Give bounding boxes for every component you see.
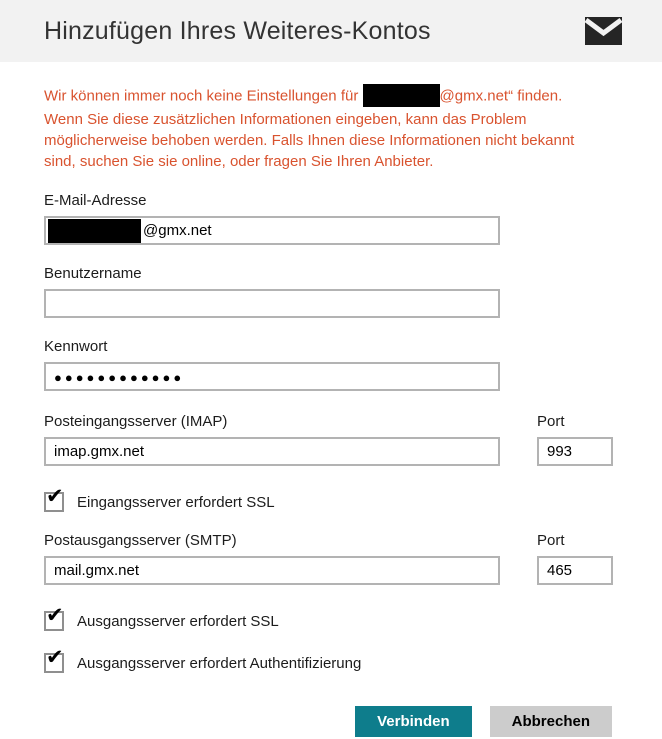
imap-label: Posteingangsserver (IMAP)	[44, 413, 228, 430]
error-text-after: @gmx.net“ finden. Wenn Sie diese zusätzlichen Informationen eingeben, kann das Problem möglicherweise behoben werden. Falls Ihnen diese Informationen nicht bekannt sind, suchen Sie sie online, oder fragen Sie Ihren Anbieter.	[44, 87, 575, 170]
imap-port-input[interactable]	[537, 437, 613, 466]
error-message	[44, 84, 604, 172]
email-value-suffix: @gmx.net	[143, 222, 212, 239]
dialog-header	[0, 0, 662, 62]
imap-server-input[interactable]	[44, 437, 500, 466]
email-field-group	[44, 192, 612, 245]
imap-port-label: Port	[537, 413, 565, 430]
imap-server-row	[44, 413, 612, 466]
envelope-icon	[585, 17, 622, 45]
imap-port-group	[537, 413, 613, 466]
smtp-auth-label[interactable]: Ausgangsserver erfordert Authentifizierung	[77, 654, 362, 672]
checkmark-icon: ✔	[46, 485, 64, 508]
smtp-ssl-label[interactable]: Ausgangsserver erfordert SSL	[77, 612, 279, 630]
smtp-field-group	[44, 532, 500, 585]
password-label: Kennwort	[44, 338, 108, 355]
smtp-auth-checkbox[interactable]	[44, 646, 64, 673]
imap-ssl-row	[44, 485, 612, 512]
cancel-button[interactable]: Abbrechen	[490, 706, 612, 737]
connect-button[interactable]: Verbinden	[355, 706, 472, 737]
imap-field-group	[44, 413, 500, 466]
checkmark-icon: ✔	[46, 604, 64, 627]
smtp-port-label: Port	[537, 532, 565, 549]
error-text-before: Wir können immer noch keine Einstellungen für	[44, 87, 359, 105]
imap-server-value: imap.gmx.net	[54, 443, 145, 460]
dialog-body	[0, 84, 662, 737]
smtp-port-group	[537, 532, 613, 585]
redacted-email-user	[48, 219, 141, 243]
email-label: E-Mail-Adresse	[44, 192, 147, 209]
imap-port-value: 993	[547, 443, 573, 460]
smtp-ssl-row	[44, 604, 612, 631]
smtp-server-input[interactable]	[44, 556, 500, 585]
smtp-server-value: mail.gmx.net	[54, 562, 140, 579]
username-input[interactable]	[44, 289, 500, 318]
password-field-group	[44, 338, 612, 391]
checkmark-icon: ✔	[46, 646, 64, 669]
dialog-actions	[44, 706, 612, 737]
smtp-port-value: 465	[547, 562, 573, 579]
password-input[interactable]	[44, 362, 500, 391]
smtp-ssl-checkbox[interactable]	[44, 604, 64, 631]
redacted-email-user	[363, 84, 440, 107]
imap-ssl-label[interactable]: Eingangsserver erfordert SSL	[77, 493, 275, 511]
smtp-auth-row	[44, 646, 612, 673]
smtp-label: Postausgangsserver (SMTP)	[44, 532, 237, 549]
page-title: Hinzufügen Ihres Weiteres-Kontos	[44, 16, 431, 45]
imap-ssl-checkbox[interactable]	[44, 485, 64, 512]
username-label: Benutzername	[44, 265, 142, 282]
username-field-group	[44, 265, 612, 318]
email-input[interactable]	[44, 216, 500, 245]
smtp-port-input[interactable]	[537, 556, 613, 585]
password-masked-value: ●●●●●●●●●●●●	[54, 370, 185, 385]
smtp-server-row	[44, 532, 612, 585]
